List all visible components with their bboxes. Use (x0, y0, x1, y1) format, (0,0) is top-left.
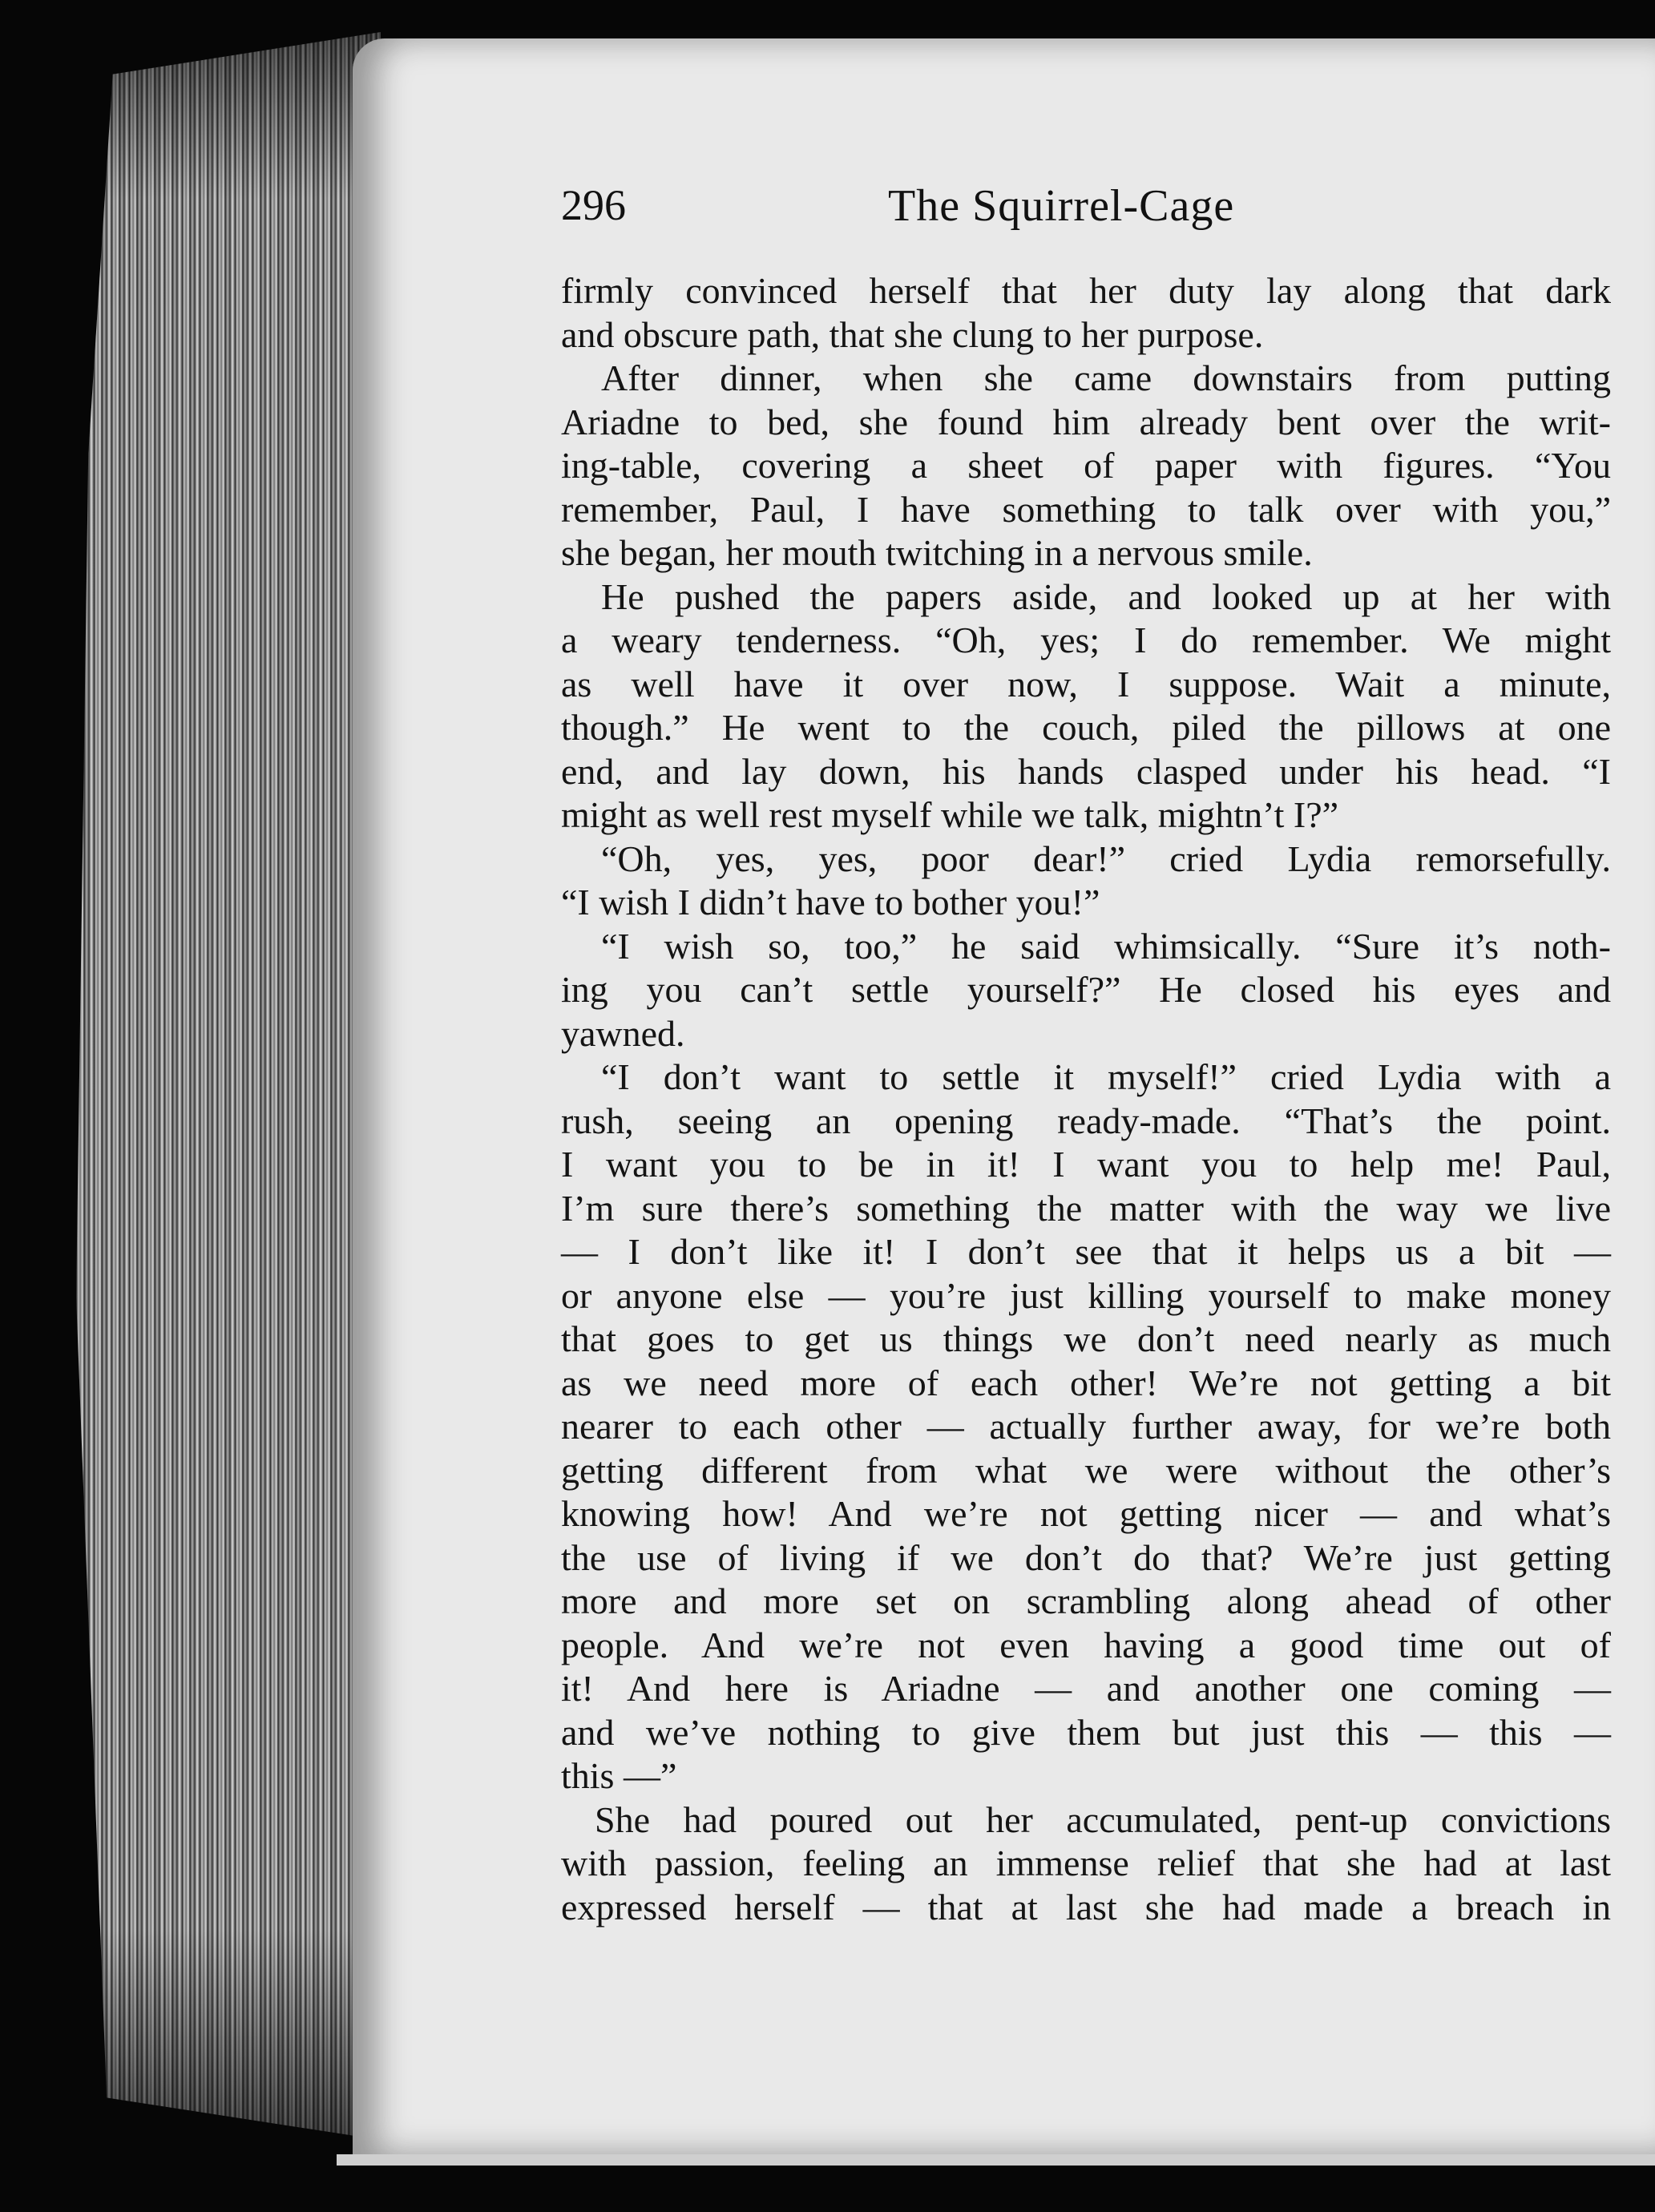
book-fore-edge (76, 32, 381, 2140)
text-line: and we’ve nothing to give them but just this — this — (561, 1711, 1611, 1753)
text-line: as well have it over now, I suppose. Wait a minute, (561, 663, 1611, 704)
text-line: I want you to be in it! I want you to help me! Paul, (561, 1144, 1611, 1185)
text-line: nearer to each other — actually further away, for we’re both (561, 1406, 1611, 1447)
text-line: She had poured out her accumulated, pent-up convictions (595, 1798, 1611, 1840)
text-line: “I don’t want to settle it myself!” cried Lydia with a (601, 1056, 1611, 1097)
text-line: ing-table, covering a sheet of paper with figures. “You (561, 445, 1611, 486)
text-line: I’m sure there’s something the matter with the way we live (561, 1187, 1611, 1229)
text-line: — I don’t like it! I don’t see that it helps us a bit — (561, 1231, 1611, 1272)
text-line: or anyone else — you’re just killing yourself to make money (561, 1274, 1611, 1316)
text-line: she began, her mouth twitching in a nervous smile. (561, 532, 1313, 573)
text-line: ing you can’t settle yourself?” He closed his eyes and (561, 969, 1611, 1010)
text-line: knowing how! And we’re not getting nicer — and what’s (561, 1493, 1611, 1534)
text-line: “Oh, yes, yes, poor dear!” cried Lydia remorsefully. (601, 838, 1611, 879)
text-line: this —” (561, 1755, 677, 1796)
text-line: yawned. (561, 1012, 685, 1054)
page-number: 296 (561, 181, 626, 229)
text-line: might as well rest myself while we talk, mightn’t I?” (561, 794, 1339, 835)
running-head: The Squirrel-Cage (888, 181, 1235, 231)
text-line: getting different from what we were without the other’s (561, 1449, 1611, 1491)
text-line: it! And here is Ariadne — and another one coming — (561, 1668, 1611, 1709)
text-line: that goes to get us things we don’t need nearly as much (561, 1318, 1611, 1359)
text-line: end, and lay down, his hands clasped under his head. “I (561, 750, 1611, 792)
text-line: though.” He went to the couch, piled the pillows at one (561, 707, 1611, 748)
text-line: the use of living if we don’t do that? We’re just getting (561, 1536, 1611, 1578)
text-line: He pushed the papers aside, and looked up at her with (601, 575, 1611, 617)
text-line: rush, seeing an opening ready-made. “That’s the point. (561, 1100, 1611, 1141)
text-line: as we need more of each other! We’re not getting a bit (561, 1362, 1611, 1403)
text-line: with passion, feeling an immense relief that she had at last (561, 1843, 1611, 1883)
text-line: remember, Paul, I have something to talk over with you,” (561, 488, 1611, 530)
text-line: more and more set on scrambling along ahead of other (561, 1580, 1611, 1621)
body-text (561, 269, 1611, 1929)
text-line: and obscure path, that she clung to her purpose. (561, 313, 1264, 355)
text-line: Ariadne to bed, she found him already bent over the writ- (561, 401, 1611, 442)
text-line: a weary tenderness. “Oh, yes; I do remember. We might (561, 620, 1611, 660)
text-line: expressed herself — that at last she had made a breach in (561, 1886, 1611, 1927)
text-line: people. And we’re not even having a good time out of (561, 1624, 1611, 1665)
page-header (561, 180, 1619, 244)
text-line: “I wish I didn’t have to bother you!” (561, 882, 1100, 922)
text-line: “I wish so, too,” he said whimsically. “Sure it’s noth- (601, 925, 1611, 967)
text-line: After dinner, when she came downstairs from putting (601, 357, 1611, 398)
page-bottom-edge (337, 2154, 1655, 2166)
text-line: firmly convinced herself that her duty lay along that dark (561, 270, 1611, 311)
